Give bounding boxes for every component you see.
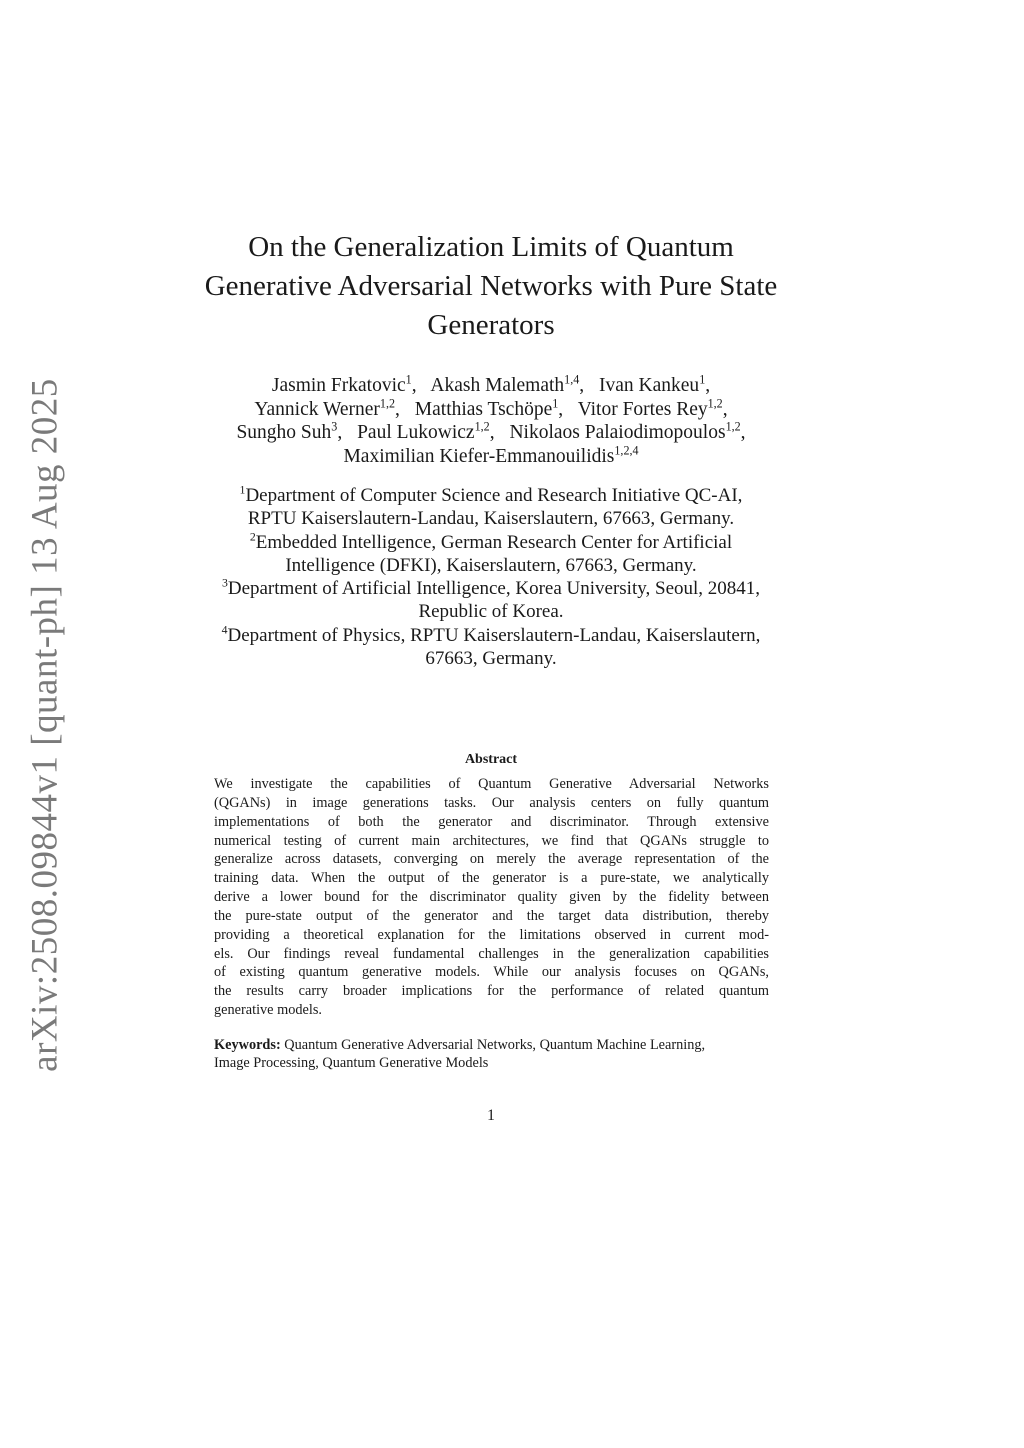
page-number: 1: [487, 1107, 495, 1124]
abstract-line: the results carry broader implications for the performance of related quantum: [214, 983, 769, 1000]
title-line: Generators: [427, 309, 555, 341]
keywords-block: [214, 1037, 769, 1072]
abstract-line: the pure-state output of the generator and the target data distribution, thereby: [214, 907, 769, 924]
affiliation-text: Embedded Intelligence, German Research Center for Artificial: [255, 531, 733, 553]
author-name: Matthias Tschöpe: [414, 398, 553, 420]
author-affiliation-mark: 1: [405, 372, 412, 387]
affiliation-1: [175, 484, 807, 507]
keywords-text: Quantum Generative Adversarial Networks, Quantum Machine Learning,: [284, 1037, 706, 1053]
abstract-line: of existing quantum generative models. While our analysis focuses on QGANs,: [214, 964, 769, 981]
author-name: Sungho Suh: [236, 422, 332, 443]
abstract-line: generative models.: [214, 1002, 322, 1019]
affiliation-2: [175, 531, 807, 554]
author-row: [175, 445, 807, 469]
author-affiliation-mark: 1,2: [379, 396, 396, 411]
title-line: On the Generalization Limits of Quantum: [248, 231, 734, 263]
affiliation-4: [175, 624, 807, 647]
affiliation-mark: 2: [249, 530, 256, 544]
affiliation-1-cont: RPTU Kaiserslautern-Landau, Kaiserslautern, 67663, Germany.: [247, 508, 735, 530]
abstract-line: training data. When the output of the generator is a pure-state, we analytically: [214, 870, 769, 887]
author-name: Jasmin Frkatovic: [271, 375, 406, 396]
abstract-line: els. Our findings reveal fundamental challenges in the generalization capabilities: [214, 945, 769, 962]
abstract-line: We investigate the capabilities of Quantum Generative Adversarial Networks: [214, 776, 769, 792]
author-name: Ivan Kankeu: [599, 375, 700, 396]
affiliation-mark: 1: [239, 483, 246, 497]
arxiv-identifier: arXiv:2508.09844v1 [quant-ph] 13 Aug 2025: [24, 378, 66, 1072]
affiliation-mark: 4: [221, 623, 228, 637]
author-list: [175, 374, 807, 468]
keywords-label: Keywords:: [214, 1037, 281, 1053]
keywords-line: Image Processing, Quantum Generative Models: [214, 1054, 489, 1071]
affiliation-2-cont: Intelligence (DFKI), Kaiserslautern, 67663, Germany.: [285, 554, 697, 576]
author-name: Yannick Werner: [254, 398, 380, 420]
author-name: Paul Lukowicz: [357, 422, 475, 443]
author-affiliation-mark: 1,2,4: [614, 443, 639, 458]
abstract-line: numerical testing of current main architectures, we find that QGANs struggle to: [214, 832, 769, 849]
paper-title: [175, 228, 807, 345]
author-row: Sungho Suh$^3$, Paul Lukowicz$^{1,2}$, Nikolaos Palaiodimopoulos$^{1,2}$,: [236, 419, 746, 443]
affiliation-text: Department of Artificial Intelligence, Korea University, Seoul, 20841,: [227, 578, 761, 600]
author-affiliation-mark: 1,2: [707, 396, 723, 411]
author-affiliation-mark: 1,2: [474, 419, 490, 434]
abstract-line: providing a theoretical explanation for the limitations observed in current mod-: [214, 926, 769, 943]
author-name: Akash Malemath: [430, 375, 565, 396]
keywords-line: [214, 1037, 769, 1055]
abstract-line: implementations of both the generator and discriminator. Through extensive: [214, 813, 769, 830]
abstract-line: generalize across datasets, converging on merely the average representation of the: [214, 851, 769, 868]
abstract-body: [214, 775, 769, 1020]
author-row: Jasmin Frkatovic$^1$, Akash Malemath$^{1,4}$, Ivan Kankeu$^1$,: [271, 372, 711, 396]
title-line: Generative Adversarial Networks with Pure State: [204, 270, 778, 302]
author-affiliation-mark: 1: [552, 396, 559, 411]
affiliation-3-cont: Republic of Korea.: [418, 601, 564, 623]
author-row: Yannick Werner$^{1,2}$, Matthias Tschöpe$^1$, Vitor Fortes Rey$^{1,2}$,: [254, 396, 728, 420]
author-name: Maximilian Kiefer-Emmanouilidis: [343, 445, 615, 467]
abstract-heading: Abstract: [464, 752, 518, 767]
affiliation-list: [175, 484, 807, 670]
author-affiliation-mark: 1: [699, 372, 706, 387]
affiliation-3: [175, 577, 807, 600]
author-affiliation-mark: 1,2: [725, 419, 741, 434]
author-name: Vitor Fortes Rey: [577, 398, 708, 420]
author-affiliation-mark: 3: [331, 419, 338, 434]
affiliation-mark: 3: [221, 576, 228, 590]
author-name: Nikolaos Palaiodimopoulos: [509, 422, 726, 443]
affiliation-text: Department of Physics, RPTU Kaiserslautern-Landau, Kaiserslautern,: [227, 624, 761, 646]
author-affiliation-mark: 1,4: [564, 372, 580, 387]
abstract-line: (QGANs) in image generations tasks. Our analysis centers on fully quantum: [214, 794, 769, 811]
affiliation-4-cont: 67663, Germany.: [425, 648, 557, 670]
abstract-line: derive a lower bound for the discriminator quality given by the fidelity between: [214, 889, 769, 906]
affiliation-text: Department of Computer Science and Research Initiative QC-AI,: [245, 485, 743, 506]
